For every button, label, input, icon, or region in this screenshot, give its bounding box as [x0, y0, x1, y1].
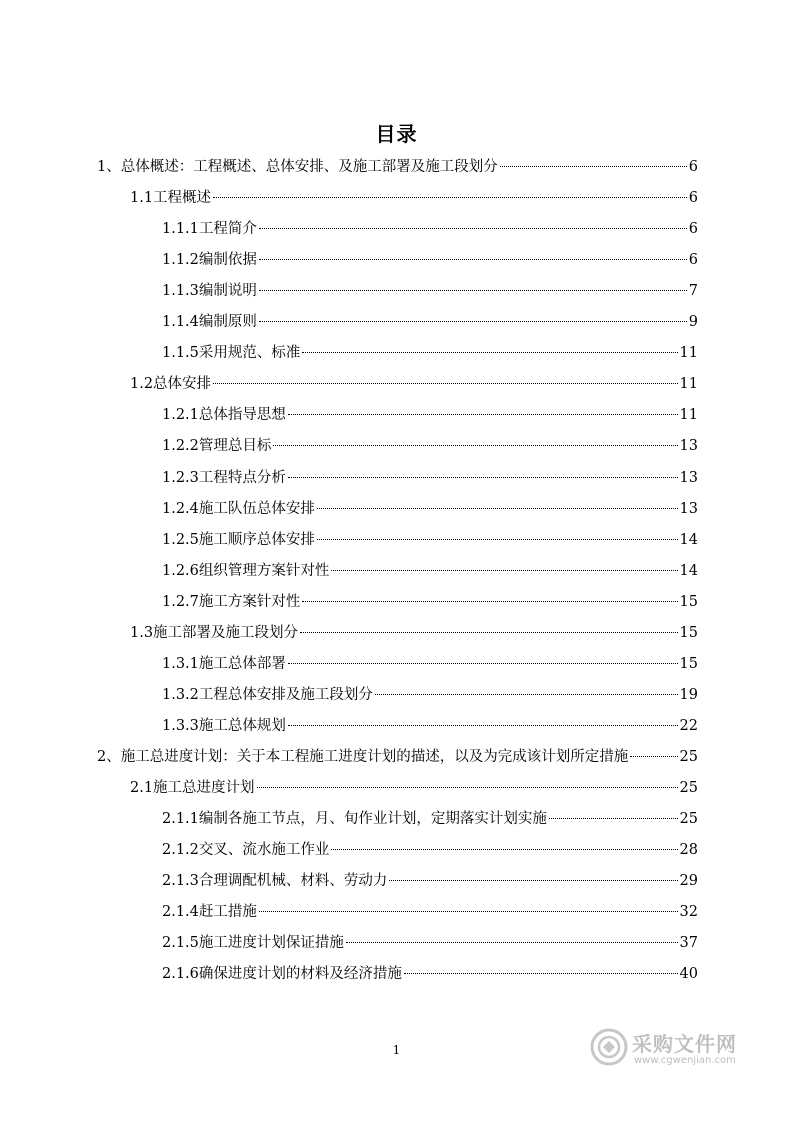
- toc-dot-leader: [302, 352, 677, 353]
- toc-entry-page: 6: [688, 221, 698, 238]
- toc-dot-leader: [259, 259, 687, 260]
- toc-entry-label: 1.2.2管理总目标: [162, 438, 272, 455]
- watermark-url: www.cgwenjian.com: [634, 1055, 736, 1066]
- toc-entry-label: 1.3施工部署及施工段划分: [130, 624, 299, 641]
- toc-entry-page: 29: [679, 873, 698, 890]
- toc-dot-leader: [288, 477, 678, 478]
- page-number: 1: [392, 1043, 401, 1057]
- toc-entry-page: 25: [679, 748, 698, 765]
- toc-dot-leader: [549, 818, 678, 819]
- toc-entry[interactable]: [162, 901, 698, 923]
- toc-entry[interactable]: [162, 591, 698, 613]
- toc-dot-leader: [288, 663, 678, 664]
- toc-entry[interactable]: [130, 777, 698, 799]
- toc-dot-leader: [331, 849, 677, 850]
- toc-entry[interactable]: [162, 839, 698, 861]
- toc-entry-label: 1.1.5采用规范、标准: [162, 345, 301, 362]
- toc-entry-page: 7: [688, 283, 698, 300]
- toc-entry-label: 1.1.3编制说明: [162, 283, 257, 300]
- toc-entry-label: 1.2.6组织管理方案针对性: [162, 562, 330, 579]
- toc-entry[interactable]: [162, 435, 698, 457]
- toc-entry-page: 40: [679, 966, 698, 983]
- toc-entry-page: 28: [679, 842, 698, 859]
- toc-entry[interactable]: [162, 715, 698, 737]
- toc-entry-label: 1.2总体安排: [130, 376, 212, 393]
- toc-dot-leader: [500, 166, 687, 167]
- toc-entry-label: 1、总体概述：工程概述、总体安排、及施工部署及施工段划分: [97, 159, 498, 175]
- toc-entry[interactable]: [162, 280, 698, 302]
- toc-entry[interactable]: [130, 373, 698, 395]
- toc-entry-label: 1.2.7施工方案针对性: [162, 593, 301, 610]
- toc-entry-label: 1.2.5施工顺序总体安排: [162, 531, 315, 548]
- toc-entry-page: 19: [679, 686, 698, 703]
- toc-entry-page: 15: [679, 624, 698, 641]
- toc-entry-page: 14: [679, 562, 698, 579]
- toc-entry[interactable]: [162, 311, 698, 333]
- toc-entry-label: 1.1.1工程简介: [162, 221, 257, 238]
- toc-dot-leader: [288, 725, 678, 726]
- toc-dot-leader: [404, 973, 678, 974]
- toc-dot-leader: [213, 197, 687, 198]
- toc-entry[interactable]: [162, 560, 698, 582]
- toc-entry[interactable]: [162, 963, 698, 985]
- toc-entry[interactable]: [162, 870, 698, 892]
- toc-entry[interactable]: [162, 529, 698, 551]
- toc-entry-label: 1.1工程概述: [130, 190, 212, 207]
- toc-entry[interactable]: [130, 187, 698, 209]
- toc-entry-label: 2.1.5施工进度计划保证措施: [162, 935, 344, 952]
- toc-dot-leader: [317, 539, 678, 540]
- toc-entry-page: 11: [679, 345, 698, 362]
- toc-dot-leader: [630, 756, 677, 757]
- toc-dot-leader: [375, 694, 678, 695]
- toc-entry[interactable]: [162, 808, 698, 830]
- toc-dot-leader: [273, 445, 677, 446]
- toc-entry-page: 6: [688, 190, 698, 207]
- toc-entry[interactable]: [162, 218, 698, 240]
- toc-entry[interactable]: [162, 932, 698, 954]
- toc-dot-leader: [302, 601, 677, 602]
- toc-entry-page: 22: [679, 717, 698, 734]
- toc-entry-page: 13: [679, 438, 698, 455]
- toc-entry-page: 9: [688, 314, 698, 331]
- toc-entry-label: 1.2.3工程特点分析: [162, 469, 286, 486]
- toc-entry-label: 2.1.6确保进度计划的材料及经济措施: [162, 966, 402, 983]
- toc-entry-page: 6: [688, 159, 698, 175]
- watermark-title: 采购文件网: [632, 1032, 737, 1056]
- toc-entry-page: 15: [679, 593, 698, 610]
- toc-entry-page: 13: [679, 469, 698, 486]
- toc-entry[interactable]: [162, 653, 698, 675]
- page-title: 目录: [375, 122, 418, 146]
- toc-entry[interactable]: [162, 404, 698, 426]
- toc-dot-leader: [259, 228, 687, 229]
- toc-entry[interactable]: [162, 342, 698, 364]
- toc-entry[interactable]: [162, 498, 698, 520]
- toc-entry-label: 1.3.3施工总体规划: [162, 717, 286, 734]
- toc-entry[interactable]: [130, 622, 698, 644]
- toc-entry[interactable]: [162, 684, 698, 706]
- toc-dot-leader: [389, 880, 677, 881]
- toc-entry-page: 37: [679, 935, 698, 952]
- toc-dot-leader: [331, 570, 677, 571]
- cgwenjian-logo-icon: [590, 1028, 628, 1066]
- toc-entry-label: 2.1.4赶工措施: [162, 904, 257, 921]
- toc-entry-label: 2.1施工总进度计划: [130, 780, 255, 796]
- toc-entry-page: 13: [679, 500, 698, 517]
- toc-entry-page: 11: [679, 376, 698, 393]
- toc-entry-label: 1.3.1施工总体部署: [162, 655, 286, 672]
- toc-entry-page: 25: [679, 780, 698, 796]
- toc-entry-label: 1.1.4编制原则: [162, 314, 257, 331]
- toc-entry[interactable]: [97, 156, 698, 178]
- toc-entry-page: 14: [679, 531, 698, 548]
- toc-entry-label: 1.3.2工程总体安排及施工段划分: [162, 686, 373, 703]
- toc-dot-leader: [288, 414, 678, 415]
- toc-dot-leader: [346, 942, 678, 943]
- toc-entry[interactable]: [162, 467, 698, 489]
- toc-entry-label: 1.2.1总体指导思想: [162, 407, 286, 424]
- toc-entry-label: 1.2.4施工队伍总体安排: [162, 500, 315, 517]
- toc-dot-leader: [259, 290, 687, 291]
- watermark: [590, 1024, 760, 1074]
- toc-entry-label: 2.1.2交叉、流水施工作业: [162, 842, 330, 859]
- toc-entry-label: 2.1.3合理调配机械、材料、劳动力: [162, 873, 388, 890]
- toc-entry-label: 2、施工总进度计划：关于本工程施工进度计划的描述，以及为完成该计划所定措施: [97, 748, 629, 765]
- toc-dot-leader: [317, 508, 678, 509]
- toc-entry-page: 25: [679, 811, 698, 828]
- toc-dot-leader: [300, 632, 677, 633]
- toc-dot-leader: [213, 383, 677, 384]
- toc-entry-label: 2.1.1编制各施工节点，月、旬作业计划，定期落实计划实施: [162, 811, 547, 828]
- toc-entry-page: 6: [688, 252, 698, 269]
- toc-dot-leader: [259, 911, 678, 912]
- toc-dot-leader: [257, 787, 678, 788]
- toc-dot-leader: [259, 321, 687, 322]
- toc-entry-page: 11: [679, 407, 698, 424]
- toc-entry-page: 15: [679, 655, 698, 672]
- toc-entry[interactable]: [97, 746, 698, 768]
- toc-entry-page: 32: [679, 904, 698, 921]
- toc-entry[interactable]: [162, 249, 698, 271]
- toc-entry-label: 1.1.2编制依据: [162, 252, 257, 269]
